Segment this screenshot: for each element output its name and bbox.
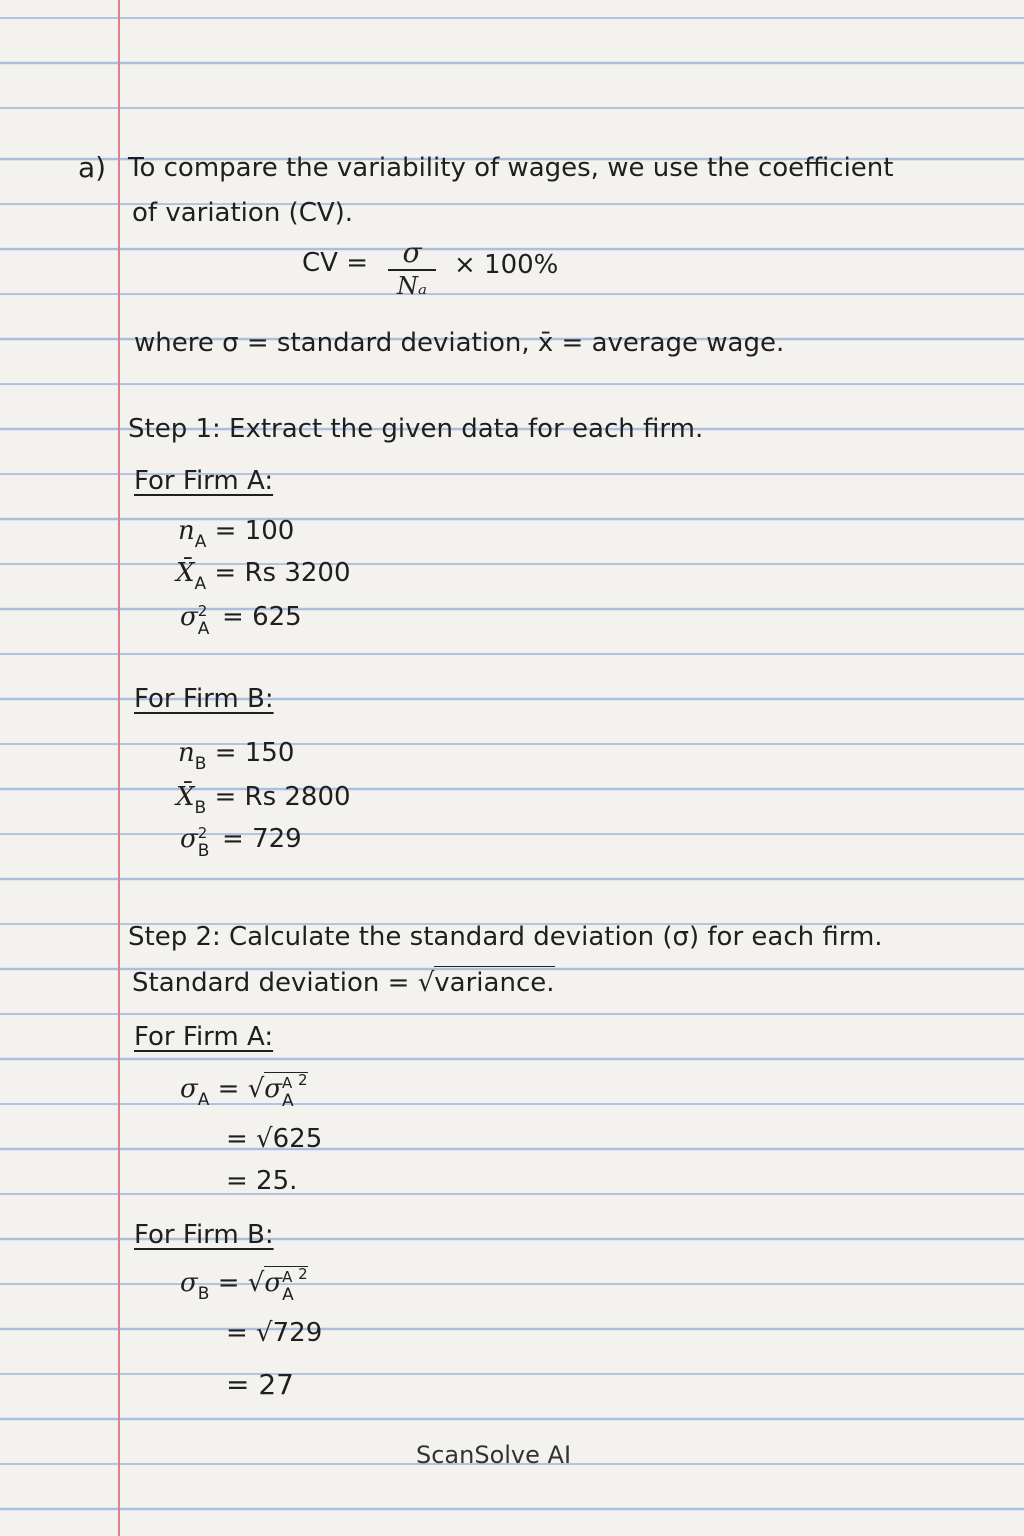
firm-b-label: For Firm B:: [134, 684, 274, 714]
formula-rhs: × 100%: [454, 250, 559, 280]
fraction-numerator: σ: [402, 236, 422, 269]
step2-heading: Step 2: Calculate the standard deviation (σ) for each firm.: [128, 922, 883, 952]
sd-definition: Standard deviation = √variance.: [132, 968, 555, 998]
fraction-bar: [388, 269, 436, 271]
firm-a-sd-line1: $\sigma_A = √\sigma$ A A $^2$: [180, 1071, 308, 1111]
firm-a-n: $n_A = 100$: [178, 516, 295, 552]
intro-line-1: To compare the variability of wages, we use the coefficient: [128, 153, 894, 183]
step1-heading: Step 1: Extract the given data for each firm.: [128, 414, 704, 444]
firm-b-mean: $X̄_B = Rs$ 2800: [176, 782, 351, 818]
firm-a-label: For Firm A:: [134, 466, 274, 496]
footer-watermark: ScanSolve AI: [416, 1441, 572, 1469]
margin-line: [118, 0, 120, 1536]
firm-a-mean: $X̄_A = Rs$ 3200: [176, 558, 351, 594]
firm-b-n: $n_B = 150$: [178, 738, 295, 774]
where-line: where σ = standard deviation, x̄ = average wage.: [134, 328, 785, 358]
firm-b-variance: σ 2 B = 729: [180, 824, 302, 861]
fraction-denominator: Nₐ: [396, 272, 427, 300]
firm-b-sd-line3: = 27: [226, 1368, 294, 1401]
formula-lhs: CV =: [302, 248, 368, 278]
cv-fraction: [388, 236, 436, 308]
intro-line-2: of variation (CV).: [132, 198, 354, 228]
firm-a-variance: σ 2 A = 625: [180, 602, 302, 639]
firm-b-sd-line2: = √729: [226, 1318, 323, 1348]
firm-a-sd-line3: = 25.: [226, 1166, 298, 1196]
firm-b-label-step2: For Firm B:: [134, 1220, 274, 1250]
firm-b-sd-line1: $\sigma_B = √\sigma$ A A $^2$: [180, 1265, 308, 1305]
part-label: a): [78, 151, 107, 184]
firm-a-sd-line2: = √625: [226, 1124, 323, 1154]
firm-a-label-step2: For Firm A:: [134, 1022, 274, 1052]
